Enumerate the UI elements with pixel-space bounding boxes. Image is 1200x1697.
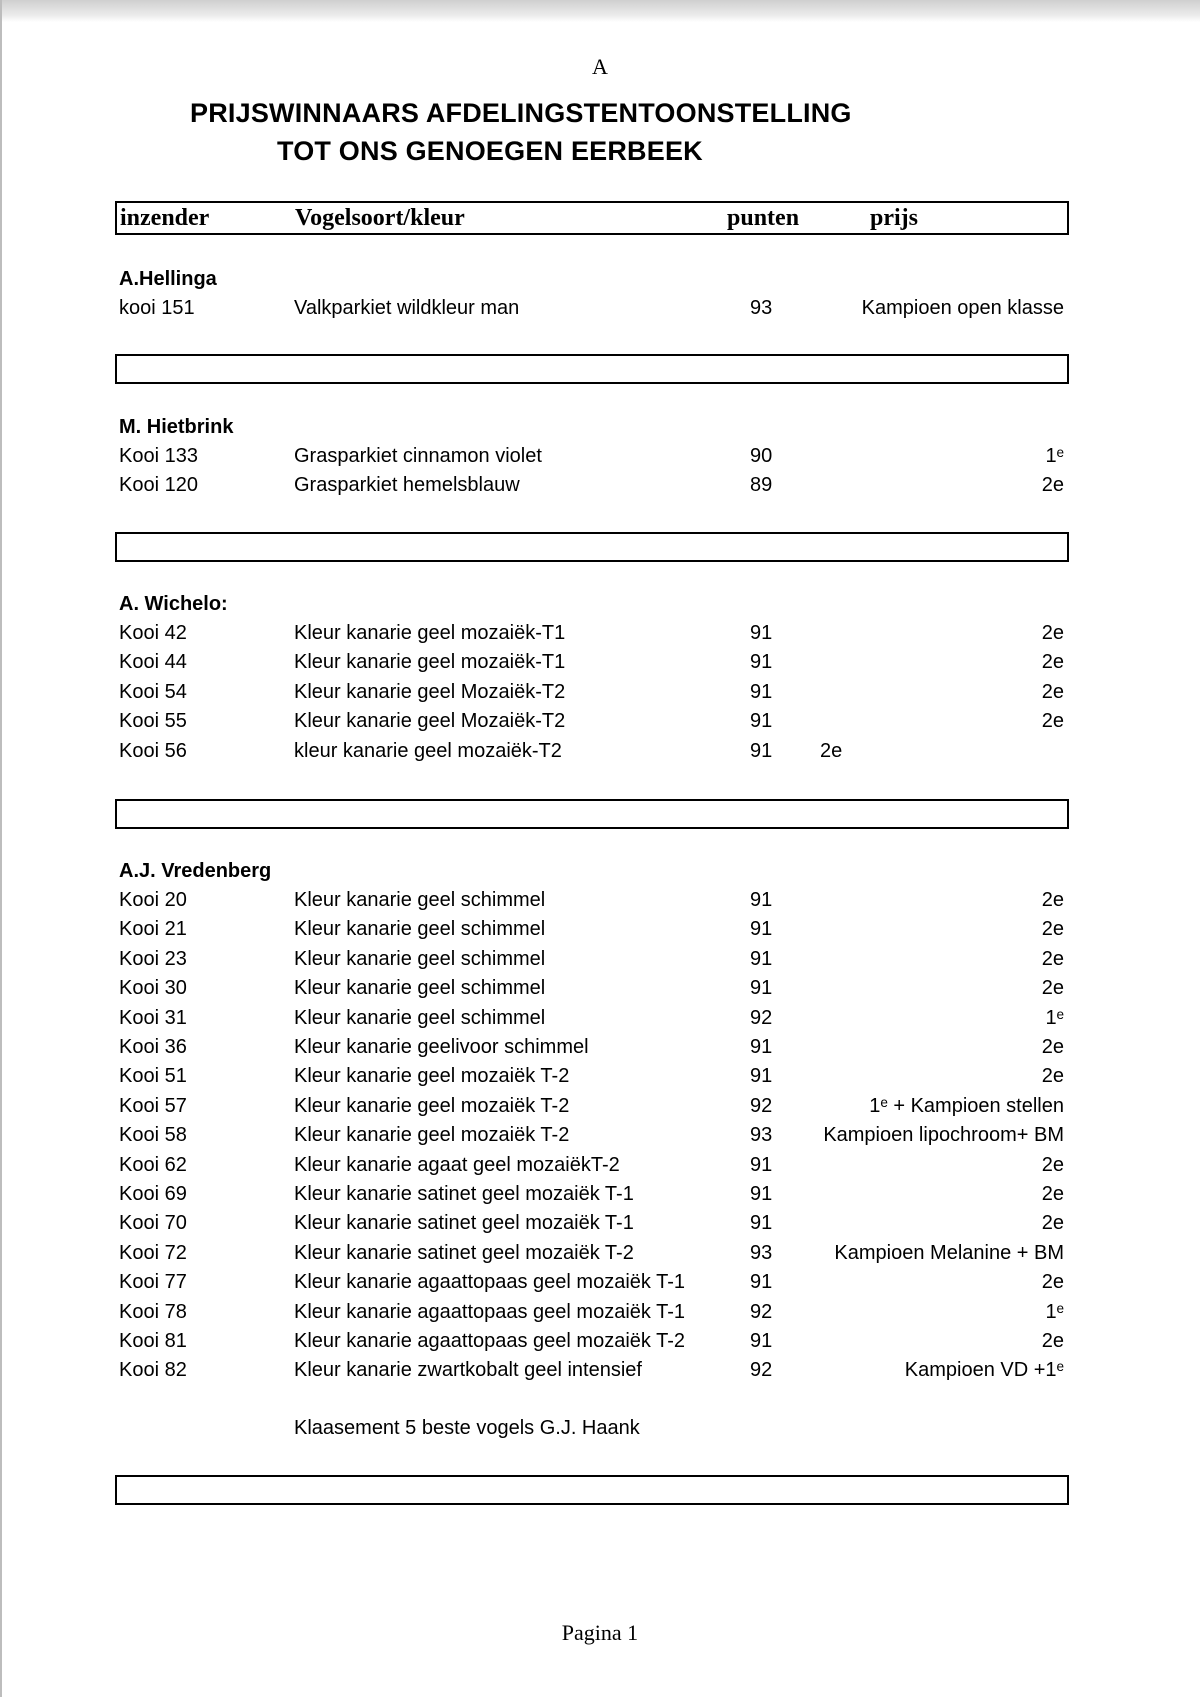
cage-number: Kooi 77 — [119, 1271, 187, 1294]
table-row — [0, 445, 1200, 469]
column-header-box — [115, 201, 1069, 235]
bird-species: Kleur kanarie geel schimmel — [294, 947, 546, 970]
table-row — [0, 948, 1200, 972]
points: 93 — [750, 1124, 773, 1147]
prize: Kampioen Melanine + BM — [834, 1241, 1064, 1264]
points: 91 — [750, 977, 773, 1000]
cage-number: Kooi 23 — [119, 947, 187, 970]
prize: 2e — [1041, 977, 1064, 1000]
table-row — [0, 1007, 1200, 1031]
points: 91 — [750, 1271, 773, 1294]
points: 92 — [750, 1300, 773, 1323]
prize: 2e — [1041, 710, 1064, 733]
prize: 2e — [1041, 680, 1064, 703]
table-row — [0, 740, 1200, 764]
page-footer: Pagina 1 — [561, 1620, 639, 1645]
table-row — [0, 1183, 1200, 1207]
cage-number: Kooi 51 — [119, 1065, 187, 1088]
points: 93 — [750, 297, 773, 319]
bird-species: Kleur kanarie agaat geel mozaiëkT-2 — [294, 1153, 620, 1176]
separator-box — [115, 799, 1069, 829]
prize: Kampioen VD +1ᵉ — [904, 1359, 1064, 1382]
table-row — [0, 1124, 1200, 1148]
table-row — [0, 1359, 1200, 1383]
cage-number: Kooi 21 — [119, 918, 187, 941]
bird-species: Kleur kanarie geel mozaiëk-T1 — [294, 622, 566, 644]
cage-number: Kooi 44 — [119, 651, 187, 674]
cage-number: Kooi 62 — [119, 1153, 187, 1176]
cage-number: Kooi 31 — [119, 1006, 187, 1029]
points: 91 — [750, 622, 773, 644]
cage-number: Kooi 81 — [119, 1330, 187, 1352]
exhibitor-name: A.J. Vredenberg — [119, 860, 272, 882]
table-row — [0, 889, 1200, 913]
bird-species: Kleur kanarie geel schimmel — [294, 977, 546, 1000]
exhibitor-name: A.Hellinga — [119, 268, 217, 290]
bird-species: Kleur kanarie satinet geel mozaiëk T-1 — [294, 1183, 634, 1205]
bird-species: kleur kanarie geel mozaiëk-T2 — [294, 739, 562, 762]
points: 91 — [750, 710, 773, 733]
prize: 2e — [1041, 474, 1064, 497]
table-row — [0, 297, 1200, 321]
page-left-edge — [0, 0, 2, 1697]
cage-number: Kooi 58 — [119, 1124, 187, 1147]
prize: 2e — [1041, 1036, 1064, 1058]
prize: 2e — [1041, 947, 1064, 970]
bird-species: Kleur kanarie agaattopaas geel mozaiëk T-1 — [294, 1300, 685, 1323]
separator-box — [115, 532, 1069, 562]
prize: 2e — [1041, 622, 1064, 644]
table-row — [0, 1065, 1200, 1089]
col-prijs: prijs — [870, 205, 918, 231]
separator-box — [115, 1475, 1069, 1505]
prize: 1ᵉ — [1045, 1300, 1064, 1323]
prize: 2e — [820, 739, 843, 762]
points: 92 — [750, 1359, 773, 1382]
points: 91 — [750, 1330, 773, 1352]
cage-number: kooi 151 — [119, 297, 195, 319]
table-row — [0, 1271, 1200, 1295]
page-header-letter: A — [592, 54, 608, 79]
bird-species: Kleur kanarie geel schimmel — [294, 918, 546, 941]
table-row — [0, 918, 1200, 942]
prize: 2e — [1041, 1183, 1064, 1205]
points: 90 — [750, 445, 773, 467]
bird-species: Kleur kanarie geel mozaiëk T-2 — [294, 1065, 570, 1088]
table-row — [0, 710, 1200, 734]
points: 91 — [750, 651, 773, 674]
bird-species: Kleur kanarie geel schimmel — [294, 889, 546, 911]
bird-species: Valkparkiet wildkleur man — [294, 297, 520, 319]
table-row — [0, 1154, 1200, 1178]
bird-species: Kleur kanarie geel Mozaiëk-T2 — [294, 680, 566, 703]
points: 92 — [750, 1094, 773, 1117]
cage-number: Kooi 72 — [119, 1241, 187, 1264]
table-row — [0, 1212, 1200, 1236]
bird-species: Kleur kanarie geel Mozaiëk-T2 — [294, 710, 566, 733]
cage-number: Kooi 30 — [119, 977, 187, 1000]
cage-number: Kooi 54 — [119, 680, 187, 703]
cage-number: Kooi 56 — [119, 739, 187, 762]
prize: 2e — [1041, 918, 1064, 941]
bird-species: Grasparkiet hemelsblauw — [294, 474, 520, 497]
cage-number: Kooi 69 — [119, 1183, 187, 1205]
group-note: Klaasement 5 beste vogels G.J. Haank — [294, 1416, 640, 1439]
points: 89 — [750, 474, 773, 497]
points: 91 — [750, 1153, 773, 1176]
table-row — [0, 681, 1200, 705]
table-row — [0, 1242, 1200, 1266]
prize: Kampioen open klasse — [861, 297, 1064, 319]
prize: Kampioen lipochroom+ BM — [823, 1124, 1064, 1147]
bird-species: Kleur kanarie agaattopaas geel mozaiëk T-1 — [294, 1271, 685, 1294]
prize: 2e — [1041, 1153, 1064, 1176]
prize: 2e — [1041, 651, 1064, 674]
cage-number: Kooi 70 — [119, 1212, 187, 1235]
table-row — [0, 1095, 1200, 1119]
bird-species: Kleur kanarie zwartkobalt geel intensief — [294, 1359, 642, 1382]
prize: 2e — [1041, 1330, 1064, 1352]
points: 91 — [750, 1212, 773, 1235]
points: 92 — [750, 1006, 773, 1029]
points: 91 — [750, 889, 773, 911]
bird-species: Kleur kanarie geel mozaiëk T-2 — [294, 1124, 570, 1147]
title-line-1: PRIJSWINNAARS AFDELINGSTENTOONSTELLING — [190, 98, 852, 128]
cage-number: Kooi 36 — [119, 1036, 187, 1058]
prize: 2e — [1041, 889, 1064, 911]
points: 93 — [750, 1241, 773, 1264]
exhibitor-name: A. Wichelo: — [119, 593, 228, 615]
cage-number: Kooi 55 — [119, 710, 187, 733]
cage-number: Kooi 82 — [119, 1359, 187, 1382]
points: 91 — [750, 1183, 773, 1205]
prize: 2e — [1041, 1271, 1064, 1294]
bird-species: Kleur kanarie agaattopaas geel mozaiëk T-2 — [294, 1330, 685, 1352]
prize: 1ᵉ — [1045, 445, 1064, 467]
table-row — [0, 474, 1200, 498]
bird-species: Grasparkiet cinnamon violet — [294, 445, 542, 467]
cage-number: Kooi 42 — [119, 622, 187, 644]
cage-number: Kooi 20 — [119, 889, 187, 911]
table-row — [0, 1036, 1200, 1060]
points: 91 — [750, 680, 773, 703]
table-row — [0, 622, 1200, 646]
col-punten: punten — [727, 205, 800, 231]
table-row — [0, 1301, 1200, 1325]
points: 91 — [750, 947, 773, 970]
cage-number: Kooi 120 — [119, 474, 198, 497]
bird-species: Kleur kanarie geel mozaiëk T-2 — [294, 1094, 570, 1117]
bird-species: Kleur kanarie geel mozaiëk-T1 — [294, 651, 566, 674]
prize: 2e — [1041, 1212, 1064, 1235]
cage-number: Kooi 133 — [119, 445, 198, 467]
exhibitor-name: M. Hietbrink — [119, 416, 234, 438]
bird-species: Kleur kanarie satinet geel mozaiëk T-2 — [294, 1241, 634, 1264]
points: 91 — [750, 1065, 773, 1088]
bird-species: Kleur kanarie geelivoor schimmel — [294, 1036, 589, 1058]
viewer-top-bar — [0, 0, 1200, 22]
points: 91 — [750, 918, 773, 941]
prize: 1ᵉ — [1045, 1006, 1064, 1029]
title-line-2: TOT ONS GENOEGEN EERBEEK — [277, 136, 703, 166]
points: 91 — [750, 739, 773, 762]
cage-number: Kooi 78 — [119, 1300, 187, 1323]
col-vogelsoort: Vogelsoort/kleur — [295, 205, 465, 231]
prize: 2e — [1041, 1065, 1064, 1088]
prize: 1ᵉ + Kampioen stellen — [869, 1094, 1064, 1117]
bird-species: Kleur kanarie geel schimmel — [294, 1006, 546, 1029]
separator-box — [115, 354, 1069, 384]
col-inzender: inzender — [120, 205, 210, 231]
table-row — [0, 651, 1200, 675]
points: 91 — [750, 1036, 773, 1058]
cage-number: Kooi 57 — [119, 1094, 187, 1117]
bird-species: Kleur kanarie satinet geel mozaiëk T-1 — [294, 1212, 634, 1235]
table-row — [0, 1330, 1200, 1354]
table-row — [0, 977, 1200, 1001]
